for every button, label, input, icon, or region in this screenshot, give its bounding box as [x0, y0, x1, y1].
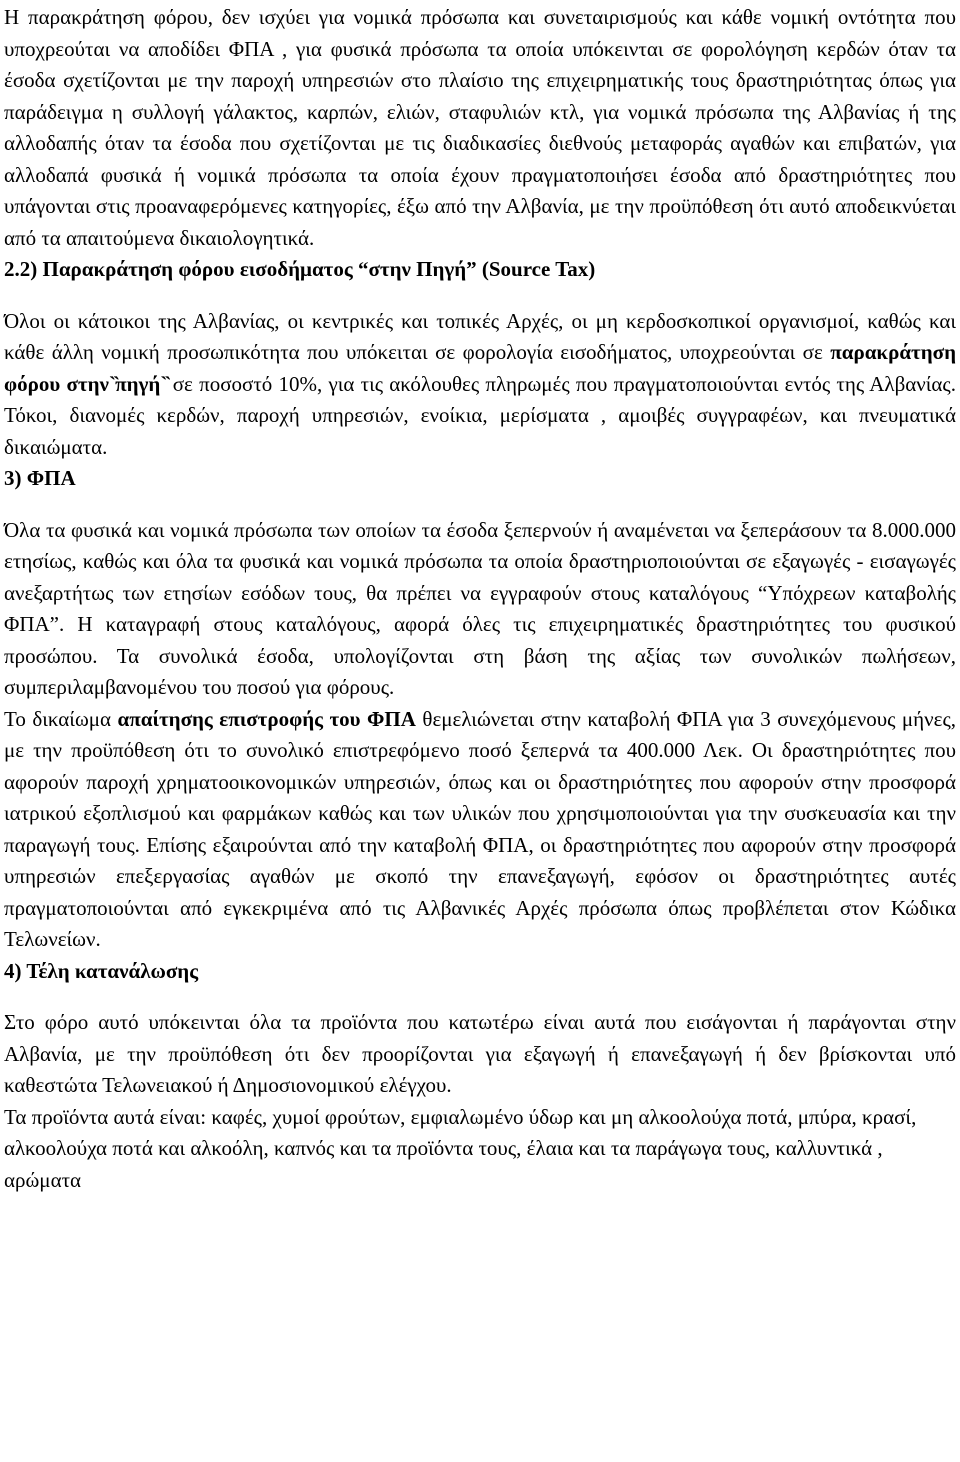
section-4-paragraph-2: Τα προϊόντα αυτά είναι: καφές, χυμοί φρούτων, εμφιαλωμένο ύδωρ και μη αλκοολούχα ποτά, μπύρα, κρασί, αλκοολούχα ποτά και αλκοόλη, καπνός και τα προϊόντα τους, έλαια και τα παράγωγα τους, καλλυντικά , αρώματα	[4, 1104, 917, 1192]
section-3-paragraph-1: Όλα τα φυσικά και νομικά πρόσωπα των οποίων τα έσοδα ξεπερνούν ή αναμένεται να ξεπεράσουν τα 8.000.000 ετησίως, καθώς και όλα τα φυσικά και νομικά πρόσωπα τα οποία δραστηριοποιούνται σε εξαγωγές - εισαγωγές ανεξαρτήτως των ετησίων εσόδων τους, θα πρέπει να εγγραφούν στους καταλόγους “Υπόχρεων καταβολής ΦΠΑ”. Η καταγραφή στους καταλόγους, αφορά όλες τις επιχειρηματικές δραστηριότητες του φυσικού προσώπου. Τα συνολικά έσοδα, υπολογίζονται στη βάση της αξίας των συνολικών πωλήσεων, συμπεριλαμβανομένου του ποσού για φόρους.	[4, 517, 956, 699]
section-2-2-heading: 2.2) Παρακράτηση φόρου εισοδήματος “στην Πηγή” (Source Tax)	[4, 257, 596, 281]
section-3-paragraph-2	[4, 704, 956, 956]
section-2-2-text-1: Όλοι οι κάτοικοι της Αλβανίας, οι κεντρικές και τοπικές Αρχές, οι μη κερδοσκοπικοί οργανισμοί, καθώς και κάθε άλλη νομική προσωπικότητα που υπόκειται σε φορολογία εισοδήματος, υποχρεούνται σε	[4, 308, 956, 364]
section-4-heading: 4) Τέλη κατανάλωσης	[4, 958, 199, 983]
section-2-2-paragraph	[4, 306, 956, 464]
section-3-text-2: θεμελιώνεται στην καταβολή ΦΠΑ για 3 συνεχόμενους μήνες, με την προϋπόθεση ότι το συνολικό επιστρεφόμενο ποσό ξεπερνά τα 400.000 Λεκ. Οι δραστηριότητες που αφορούν παροχή χρηματοοικονομικών υπηρεσιών, όπως και οι δραστηριότητες που αφορούν στην προσφορά ιατρικού εξοπλισμού και φαρμάκων καθώς και των υλικών που χρησιμοποιούνται για την συσκευασία και την παραγωγή τους. Επίσης εξαιρούνται από την καταβολή ΦΠΑ, οι δραστηριότητες που αφορούν στην προσφορά υπηρεσιών επεξεργασίας αγαθών με σκοπό την επανεξαγωγή, εφόσον οι δραστηριότητες αυτές πραγματοποιούνται από εγκεκριμένα από τις Αλβανικές Αρχές πρόσωπα όπως προβλέπεται στον Κώδικα Τελωνείων.	[4, 706, 957, 951]
section-3-bold-phrase: απαίτησης επιστροφής του ΦΠΑ	[117, 706, 416, 731]
section-3-heading: 3) ΦΠΑ	[4, 466, 76, 490]
intro-paragraph: Η παρακράτηση φόρου, δεν ισχύει για νομικά πρόσωπα και συνεταιρισμούς και κάθε νομική οντότητα που υποχρεούται να αποδίδει ΦΠΑ , για φυσικά πρόσωπα τα οποία υπόκεινται σε φορολόγηση κερδών όταν τα έσοδα σχετίζονται με την παροχή υπηρεσιών στο πλαίσιο της επιχειρηματικής τους δραστηριότητας όπως για παράδειγμα η συλλογή γάλακτος, καρπών, ελιών, σταφυλιών κτλ, για νομικά πρόσωπα της Αλβανίας ή της αλλοδαπής όταν τα έσοδα που σχετίζονται με τις διαδικασίες διεθνούς μεταφοράς αγαθών και επιβατών, για αλλοδαπά φυσικά ή νομικά πρόσωπα τα οποία έχουν πραγματοποιήσει έσοδα από δραστηριότητες που υπάγονται στις προαναφερόμενες κατηγορίες, έξω από την Αλβανία, με την προϋπόθεση ότι αυτό αποδεικνύεται από τα απαιτούμενα δικαιολογητικά.	[4, 5, 956, 250]
section-3-text-1: Το δικαίωμα	[4, 706, 118, 731]
section-2-2-text-2: σε ποσοστό 10%, για τις ακόλουθες πληρωμές που πραγματοποιούνται εντός της Αλβανίας. Τόκοι, διανομές κερδών, παροχή υπηρεσιών, ενοίκια, μερίσματα , αμοιβές συγγραφέων, και πνευματικά δικαιώματα.	[4, 371, 956, 459]
section-2-2-bold-phrase: παρακράτηση φόρου στην ̏πηγή ̏	[4, 340, 956, 396]
section-4-paragraph-1: Στο φόρο αυτό υπόκεινται όλα τα προϊόντα που κατωτέρω είναι αυτά που εισάγονται ή παράγονται στην Αλβανία, με την προϋπόθεση ότι δεν προορίζονται για εξαγωγή ή επανεξαγωγή ή δεν βρίσκονται υπό καθεστώτα Τελωνειακού ή Δημοσιονομικού ελέγχου.	[4, 1010, 956, 1097]
